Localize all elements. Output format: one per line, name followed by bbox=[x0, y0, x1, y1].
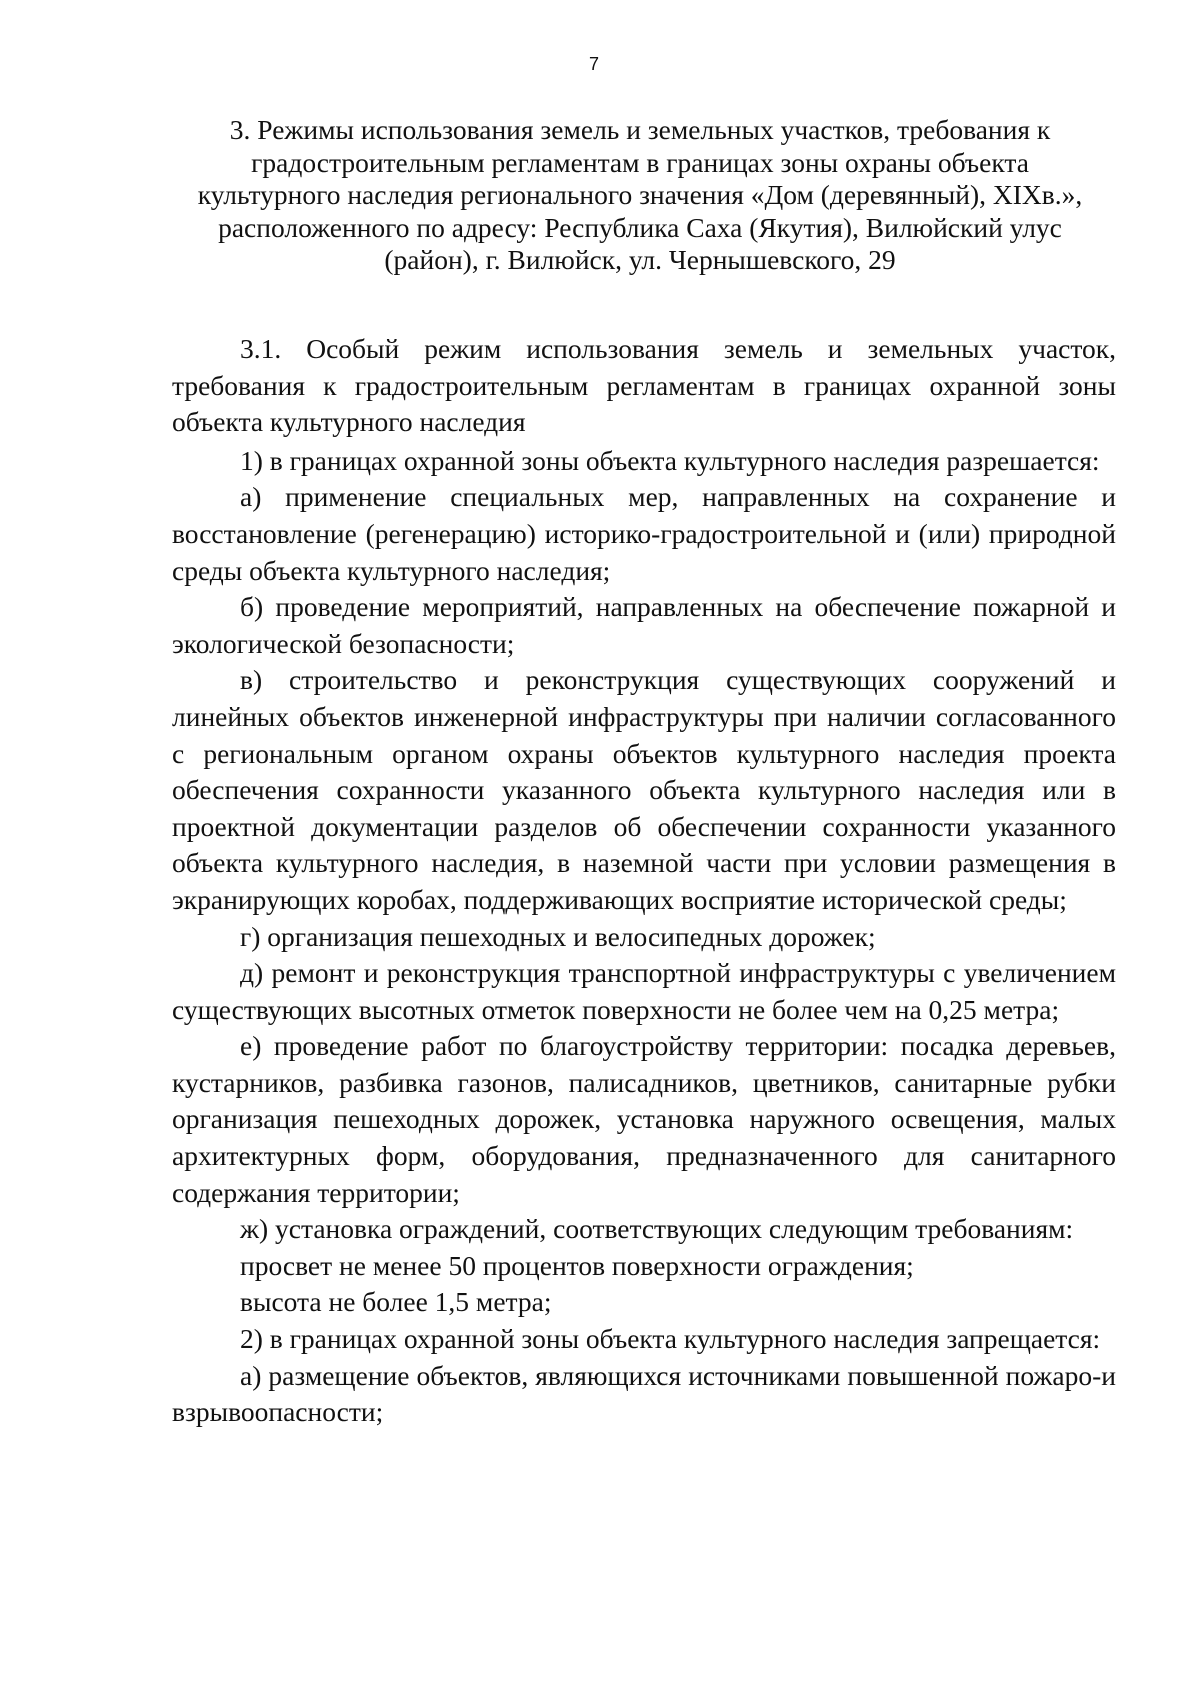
paragraph: е) проведение работ по благоустройству территории: посадка деревьев, кустарников, разбивка газонов, палисадников, цветников, санитарные рубки организация пешеходных дорожек, установка наружного освещения, малых архитектурных форм, оборудования, предназначенного для санитарного содержания территории; bbox=[172, 1030, 1116, 1208]
heading-line: 3. Режимы использования земель и земельных участков, требования к bbox=[229, 114, 1051, 145]
paragraph: 1) в границах охранной зоны объекта культурного наследия разрешается: bbox=[240, 444, 1100, 476]
paragraph: а) размещение объектов, являющихся источниками повышенной пожаро-и взрывоопасности; bbox=[172, 1359, 1116, 1428]
paragraph: б) проведение мероприятий, направленных на обеспечение пожарной и экологической безопасности; bbox=[172, 591, 1116, 659]
paragraph: высота не более 1,5 метра; bbox=[240, 1286, 552, 1318]
section-heading bbox=[180, 114, 1100, 277]
heading-line: (район), г. Вилюйск, ул. Чернышевского, 29 bbox=[384, 244, 896, 275]
paragraph: 2) в границах охранной зоны объекта культурного наследия запрещается: bbox=[240, 1323, 1101, 1355]
heading-line: культурного наследия регионального значения «Дом (деревянный), XIXв.», bbox=[197, 179, 1083, 210]
heading-line: расположенного по адресу: Республика Саха (Якутия), Вилюйский улус bbox=[218, 211, 1062, 243]
paragraph: просвет не менее 50 процентов поверхности ограждения; bbox=[240, 1249, 914, 1281]
subsection-title: 3.1. Особый режим использования земель и земельных участок, требования к градостроительным регламентам в границах охранной зоны объекта культурного наследия bbox=[172, 333, 1116, 438]
document-body bbox=[172, 331, 1116, 1431]
page-number: 7 bbox=[588, 54, 599, 74]
paragraph: а) применение специальных мер, направленных на сохранение и восстановление (регенерацию) историко-градостроительной и (или) природной среды объекта культурного наследия; bbox=[172, 481, 1116, 586]
heading-line: градостроительным регламентам в границах зоны охраны объекта bbox=[251, 146, 1029, 178]
paragraph: в) строительство и реконструкция существующих сооружений и линейных объектов инженерной инфраструктуры при наличии согласованного с региональным органом охраны объектов культурного наследия проекта обеспечения сохранности указанного объекта культурного наследия или в проектной документации разделов об обеспечении сохранности указанного объекта культурного наследия, в наземной части при условии размещения в экранирующих коробах, поддерживающих восприятие исторической среды; bbox=[172, 664, 1116, 915]
paragraph: ж) установка ограждений, соответствующих следующим требованиям: bbox=[240, 1213, 1074, 1245]
paragraph: д) ремонт и реконструкция транспортной инфраструктуры с увеличением существующих высотных отметок поверхности не более чем на 0,25 метра; bbox=[172, 957, 1116, 1025]
paragraph: г) организация пешеходных и велосипедных дорожек; bbox=[240, 920, 876, 952]
